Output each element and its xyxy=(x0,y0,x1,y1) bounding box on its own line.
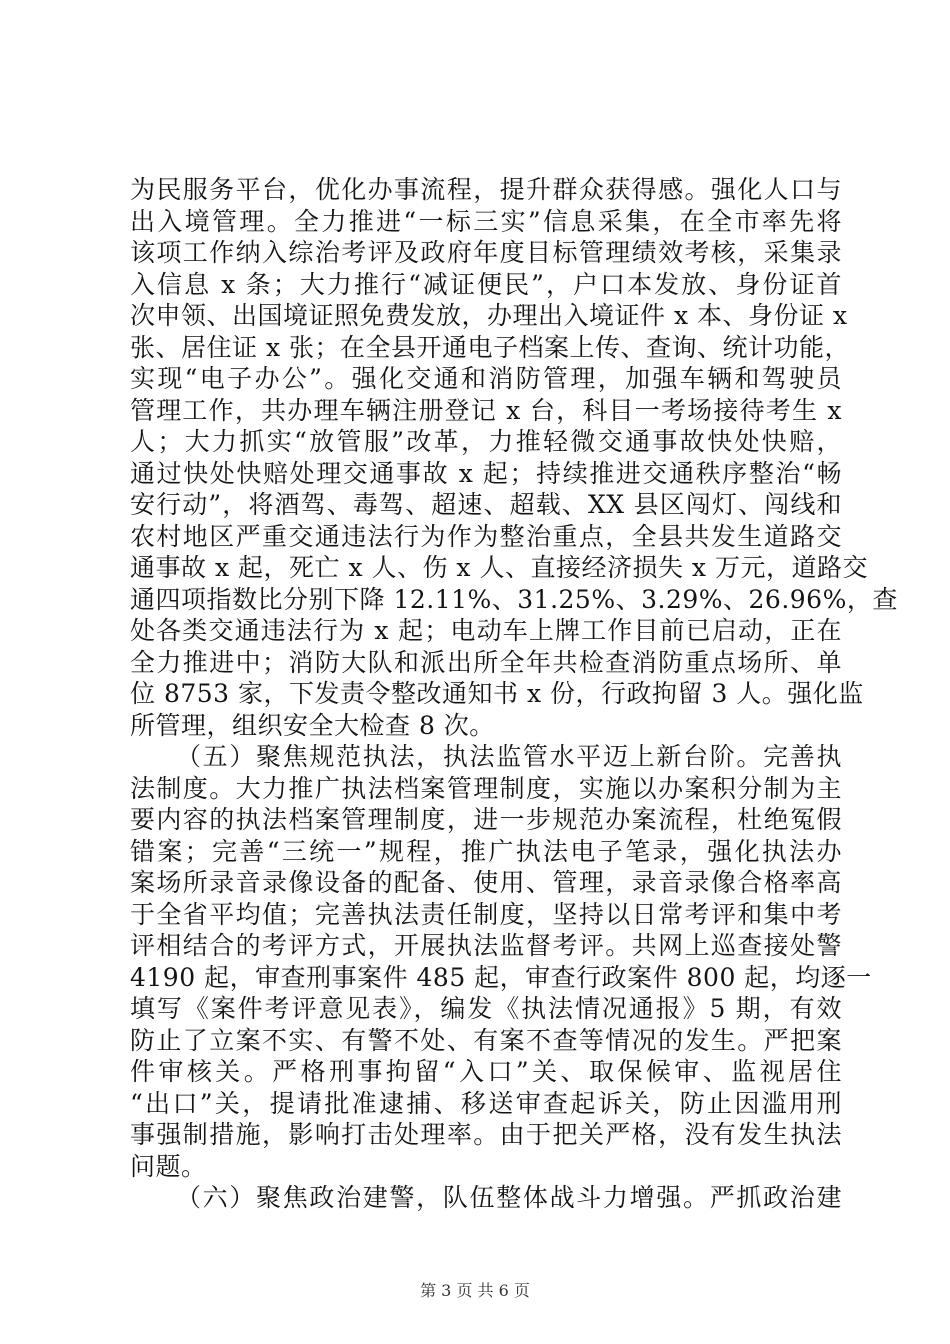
text-line: 件审核关。严格刑事拘留“入口”关、取保候审、监视居住 xyxy=(130,1057,842,1086)
text-line: “出口”关，提请批准逮捕、移送审查起诉关，防止因滥用刑 xyxy=(130,1088,842,1118)
text-line: 人；大力抓实“放管服”改革，力推轻微交通事故快处快赔， xyxy=(130,427,842,456)
text-line: 错案；完善“三统一”规程，推广执法电子笔录，强化执法办 xyxy=(130,836,842,866)
text-line: 通过快处快赔处理交通事故 x 起；持续推进交通秩序整治“畅 xyxy=(130,458,842,488)
text-line: 位 8753 家，下发责令整改通知书 x 份，行政拘留 3 人。强化监 xyxy=(130,679,864,708)
text-line: 次申领、出国境证照免费发放，办理出入境证件 x 本、身份证 x xyxy=(130,301,848,330)
text-line: 入信息 x 条；大力推行“减证便民”，户口本发放、身份证首 xyxy=(130,269,842,299)
text-line: 填写《案件考评意见表》，编发《执法情况通报》5 期，有效 xyxy=(130,994,842,1023)
section-heading-line: （六）聚焦政治建警，队伍整体战斗力增强。严抓政治建 xyxy=(176,1183,842,1212)
text-line: 通四项指数比分别下降 12.11%、31.25%、3.29%、26.96%，查 xyxy=(130,584,898,614)
text-line: 防止了立案不实、有警不处、有案不查等情况的发生。严把案 xyxy=(130,1025,842,1055)
text-line: 4190 起，审查刑事案件 485 起，审查行政案件 800 起，均逐一 xyxy=(130,962,872,992)
text-line: 通事故 x 起，死亡 x 人、伤 x 人、直接经济损失 x 万元，道路交 xyxy=(130,553,868,582)
text-line: 法制度。大力推广执法档案管理制度，实施以办案积分制为主 xyxy=(130,773,842,803)
page-number-footer: 第 3 页 共 6 页 xyxy=(420,1281,530,1300)
body-text xyxy=(130,174,898,1214)
text-line: 实现“电子办公”。强化交通和消防管理，加强车辆和驾驶员 xyxy=(130,364,842,393)
text-line: 处各类交通违法行为 x 起；电动车上牌工作目前已启动，正在 xyxy=(130,616,842,645)
text-line: 张、居住证 x 张；在全县开通电子档案上传、查询、统计功能， xyxy=(130,332,850,362)
text-line: 全力推进中；消防大队和派出所全年共检查消防重点场所、单 xyxy=(130,647,842,677)
section-heading-line: （五）聚焦规范执法，执法监管水平迈上新台阶。完善执 xyxy=(176,742,842,771)
text-line: 管理工作，共办理车辆注册登记 x 台，科目一考场接待考生 x xyxy=(130,395,842,425)
text-line: 出入境管理。全力推进“一标三实”信息采集，在全市率先将 xyxy=(130,206,842,236)
text-line: 案场所录音录像设备的配备、使用、管理，录音录像合格率高 xyxy=(130,868,842,897)
text-line: 安行动”，将酒驾、毒驾、超速、超载、XX 县区闯灯、闯线和 xyxy=(130,490,842,519)
text-line: 问题。 xyxy=(130,1151,207,1181)
text-line: 评相结合的考评方式，开展执法监督考评。共网上巡查接处警 xyxy=(130,931,842,960)
text-line: 农村地区严重交通违法行为作为整治重点，全县共发生道路交 xyxy=(130,521,842,551)
text-line: 于全省平均值；完善执法责任制度，坚持以日常考评和集中考 xyxy=(130,899,842,929)
text-line: 要内容的执法档案管理制度，进一步规范办案流程，杜绝冤假 xyxy=(130,805,842,834)
text-line: 该项工作纳入综治考评及政府年度目标管理绩效考核，采集录 xyxy=(130,238,842,267)
text-line: 为民服务平台，优化办事流程，提升群众获得感。强化人口与 xyxy=(130,175,842,204)
text-line: 事强制措施，影响打击处理率。由于把关严格，没有发生执法 xyxy=(130,1120,842,1149)
text-line: 所管理，组织安全大检查 8 次。 xyxy=(130,710,495,740)
